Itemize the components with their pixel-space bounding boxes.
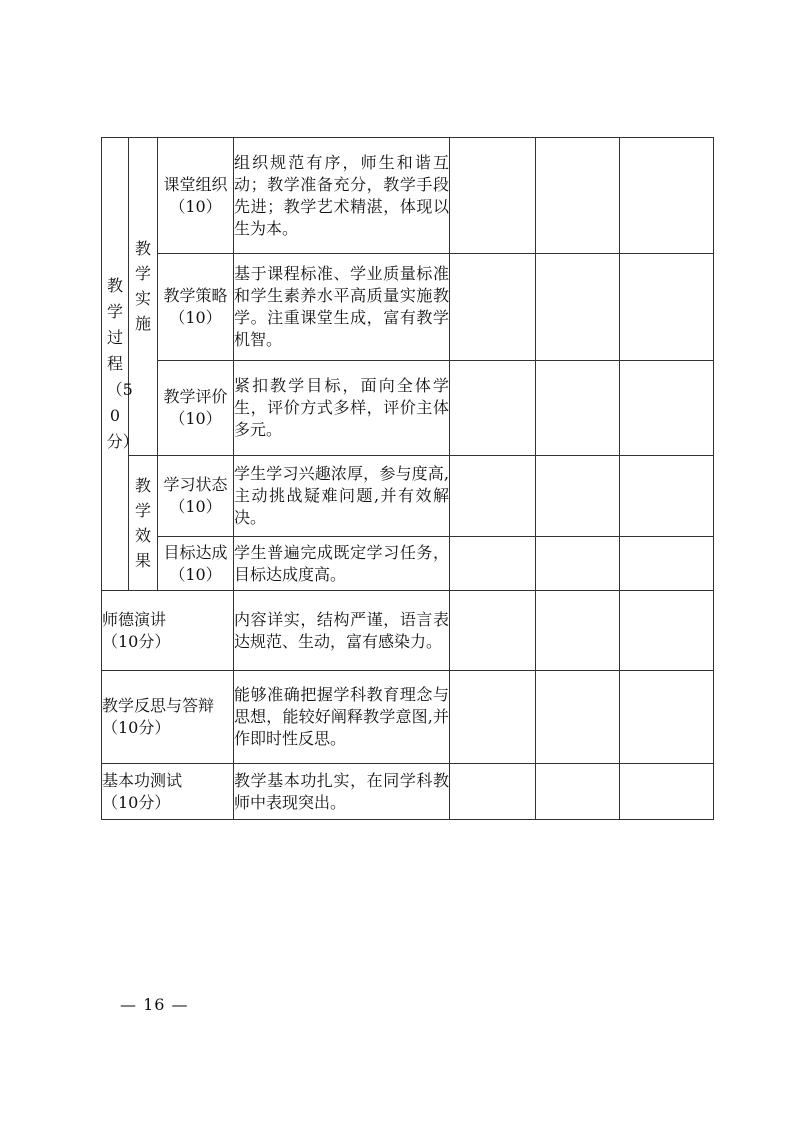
score-cell[interactable] bbox=[620, 671, 714, 764]
item-cell bbox=[158, 254, 234, 361]
standard-cell bbox=[234, 764, 450, 820]
table-row bbox=[102, 254, 714, 361]
score-cell[interactable] bbox=[620, 456, 714, 537]
standard-cell bbox=[234, 361, 450, 456]
item-label: 教学反思与答辩 bbox=[102, 696, 215, 715]
item-cell bbox=[158, 456, 234, 537]
table-row bbox=[102, 671, 714, 764]
score-cell[interactable] bbox=[450, 456, 536, 537]
item-label: 师德演讲 bbox=[102, 609, 167, 629]
score-cell[interactable] bbox=[450, 254, 536, 361]
score-cell[interactable] bbox=[536, 456, 620, 537]
subcategory-label: 教学效果 bbox=[134, 476, 151, 570]
item-score: （10分） bbox=[102, 718, 171, 737]
category-cell bbox=[102, 138, 139, 591]
score-cell[interactable] bbox=[450, 671, 536, 764]
score-cell[interactable] bbox=[620, 138, 714, 254]
item-label: 学习状态（10） bbox=[163, 475, 228, 516]
score-cell[interactable] bbox=[536, 764, 620, 820]
subcategory-cell bbox=[129, 456, 158, 591]
standard-text: 教学基本功扎实，在同学科教师中表现突出。 bbox=[234, 770, 449, 812]
standard-cell bbox=[234, 591, 450, 671]
standard-cell bbox=[234, 671, 450, 764]
item-label: 教学评价（10） bbox=[163, 387, 228, 428]
item-cell bbox=[102, 591, 234, 671]
standard-text: 基于课程标准、学业质量标准和学生素养水平高质量实施教学。注重课堂生成，富有教学机智。 bbox=[234, 264, 449, 349]
category-label: 教学过程（50分） bbox=[106, 276, 139, 451]
standard-cell bbox=[234, 254, 450, 361]
table-row bbox=[102, 138, 714, 254]
standard-cell bbox=[234, 537, 450, 591]
subcategory-cell bbox=[129, 138, 158, 456]
score-cell[interactable] bbox=[536, 591, 620, 671]
item-score: （10分） bbox=[102, 631, 171, 651]
table-row bbox=[102, 456, 714, 537]
table-row bbox=[102, 764, 714, 820]
score-cell[interactable] bbox=[450, 138, 536, 254]
standard-text: 组织规范有序，师生和谐互动；教学准备充分，教学手段先进；教学艺术精湛，体现以生为本。 bbox=[234, 152, 449, 238]
score-cell[interactable] bbox=[450, 361, 536, 456]
item-score: （10分） bbox=[102, 792, 171, 812]
table-row bbox=[102, 361, 714, 456]
score-cell[interactable] bbox=[536, 361, 620, 456]
score-cell[interactable] bbox=[620, 361, 714, 456]
score-cell[interactable] bbox=[620, 254, 714, 361]
standard-text: 学生学习兴趣浓厚，参与度高,主动挑战疑难问题,并有效解决。 bbox=[234, 464, 449, 527]
standard-cell bbox=[234, 456, 450, 537]
item-label: 基本功测试 bbox=[102, 770, 183, 790]
score-cell[interactable] bbox=[620, 537, 714, 591]
item-cell bbox=[102, 764, 234, 820]
item-label: 课堂组织（10） bbox=[163, 174, 228, 216]
item-cell bbox=[102, 671, 234, 764]
standard-cell bbox=[234, 138, 450, 254]
score-cell[interactable] bbox=[450, 764, 536, 820]
item-label: 教学策略（10） bbox=[163, 286, 228, 327]
item-cell bbox=[158, 138, 234, 254]
standard-text: 能够准确把握学科教育理念与思想，能较好阐释教学意图,并作即时性反思。 bbox=[234, 685, 449, 748]
score-cell[interactable] bbox=[450, 591, 536, 671]
item-label: 目标达成（10） bbox=[163, 542, 228, 584]
subcategory-label: 教学实施 bbox=[134, 239, 151, 333]
standard-text: 紧扣教学目标，面向全体学生，评价方式多样，评价主体多元。 bbox=[234, 376, 449, 439]
score-cell[interactable] bbox=[536, 138, 620, 254]
standard-text: 学生普遍完成既定学习任务，目标达成度高。 bbox=[234, 542, 449, 584]
page-number: — 16 — bbox=[120, 995, 189, 1014]
item-cell bbox=[158, 537, 234, 591]
score-cell[interactable] bbox=[536, 671, 620, 764]
table-row bbox=[102, 591, 714, 671]
table-row bbox=[102, 537, 714, 591]
item-cell bbox=[158, 361, 234, 456]
standard-text: 内容详实，结构严谨，语言表达规范、生动，富有感染力。 bbox=[234, 609, 449, 651]
evaluation-table bbox=[101, 137, 714, 820]
score-cell[interactable] bbox=[620, 591, 714, 671]
score-cell[interactable] bbox=[450, 537, 536, 591]
score-cell[interactable] bbox=[536, 537, 620, 591]
score-cell[interactable] bbox=[536, 254, 620, 361]
score-cell[interactable] bbox=[620, 764, 714, 820]
